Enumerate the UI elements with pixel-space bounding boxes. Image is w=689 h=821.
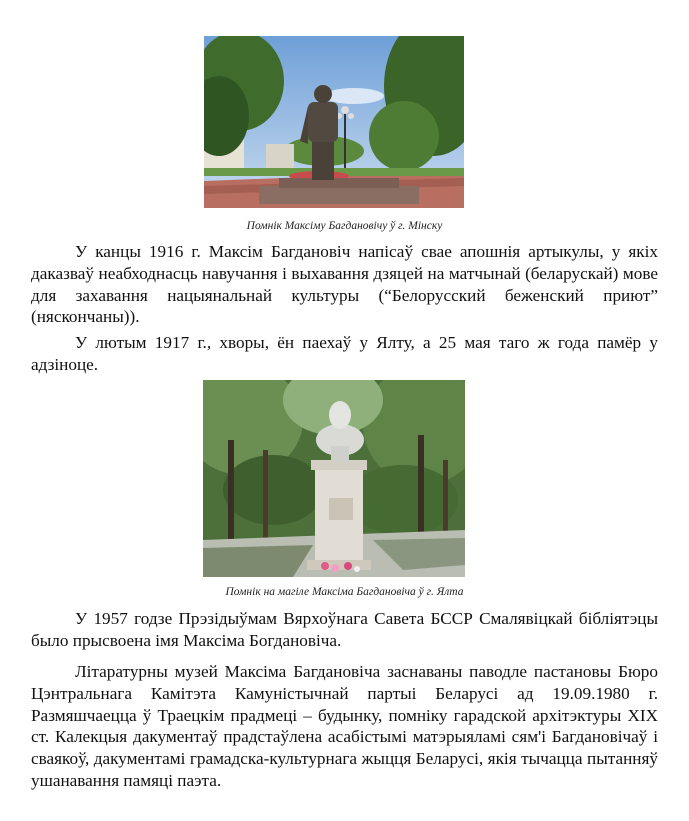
figure-caption-2: Помнік на магіле Максіма Багдановіча ў г. Ялта [225,586,464,598]
paragraph-3: У 1957 годзе Прэзідыўмам Вярхоўнага Савета БССР Смалявіцкай бібліятэцы было прысвоена імя Максіма Богдановіча. [31,609,658,650]
photo-minsk-monument [204,36,464,208]
figure-caption-1: Помнік Максіму Багдановічу ў г. Мінску [246,220,443,232]
paragraph-2: У лютым 1917 г., хворы, ён паехаў у Ялту, а 25 мая таго ж года памёр у адзіноце. [31,333,658,374]
paragraph-4: Літаратурны музей Максіма Багдановіча заснаваны паводле пастановы Бюро Цэнтральнага Камітэта Камуністычнай партыі Беларусі ад 19.09.1980 г. Размяшчаецца ў Траецкім прадмеці – будынку, помніку гарадской архітэктуры XIX ст. Калекцыя дакументаў прадстаўлена асабістымі матэрыяламі сям'і Багдановічаў і сваякоў, дакументамі грамадска-культурнага жыцця Беларусі, якія тычацца пытанняў ушанавання памяці паэта. [31,662,658,790]
photo-yalta-monument [203,380,465,577]
paragraph-1: У канцы 1916 г. Максім Багдановіч напісаў свае апошнія артыкулы, у якіх даказваў неабходнасць навучання і выхавання дзяцей на матчынай (беларускай) мове для захавання нацыянальнай культуры (“Белорусский беженский приют” (няскончаны)). [31,242,658,327]
